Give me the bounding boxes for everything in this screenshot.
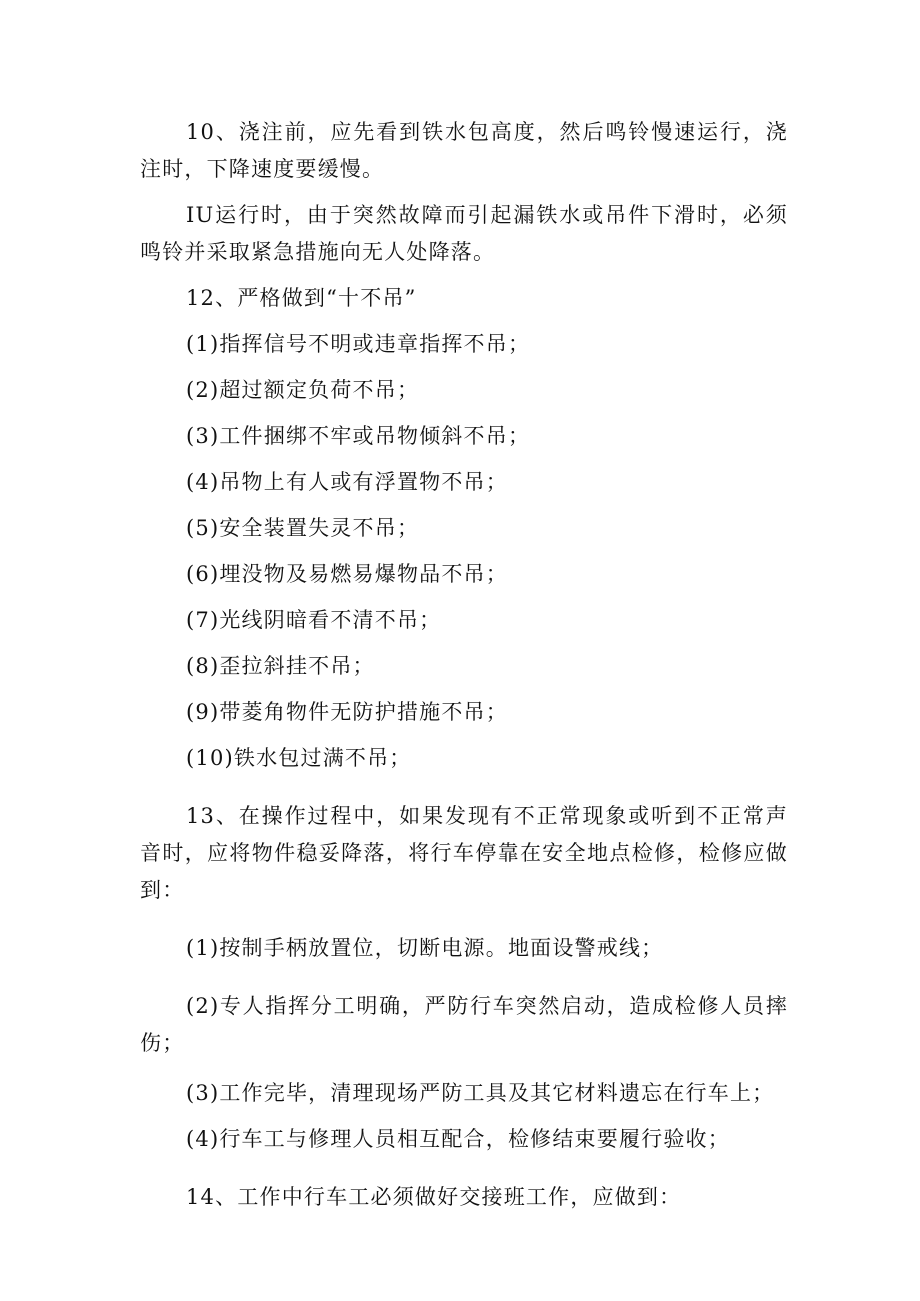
- list-item-ten-no-lift-5: (5)安全装置失灵不吊；: [186, 516, 420, 540]
- document-body: [140, 114, 788, 1216]
- list-item-maintenance-2: (2)专人指挥分工明确，严防行车突然启动，造成检修人员摔伤；: [140, 994, 788, 1055]
- paragraph-rule-12-heading: 12、严格做到“十不吊”: [186, 286, 417, 310]
- list-item-ten-no-lift-4: (4)吊物上有人或有浮置物不吊；: [186, 470, 508, 494]
- list-item-ten-no-lift-2: (2)超过额定负荷不吊；: [186, 378, 420, 402]
- list-item-ten-no-lift-8: (8)歪拉斜挂不吊；: [186, 654, 375, 678]
- list-item-ten-no-lift-1: (1)指挥信号不明或违章指挥不吊；: [186, 332, 531, 356]
- list-item-maintenance-1: (1)按制手柄放置位，切断电源。地面设警戒线；: [186, 936, 664, 960]
- list-item-ten-no-lift-10: (10)铁水包过满不吊；: [186, 746, 412, 770]
- list-item-maintenance-4: (4)行车工与修理人员相互配合，检修结束要履行验收；: [186, 1127, 730, 1151]
- paragraph-rule-11: IU运行时，由于突然故障而引起漏铁水或吊件下滑时，必须鸣铃并采取紧急措施向无人处降落。: [140, 203, 788, 264]
- paragraph-rule-10: 10、浇注前，应先看到铁水包高度，然后鸣铃慢速运行，浇注时，下降速度要缓慢。: [140, 120, 788, 181]
- paragraph-rule-13: 13、在操作过程中，如果发现有不正常现象或听到不正常声音时，应将物件稳妥降落，将行车停靠在安全地点检修，检修应做到：: [140, 804, 788, 902]
- list-item-ten-no-lift-6: (6)埋没物及易燃易爆物品不吊；: [186, 562, 508, 586]
- paragraph-rule-14: 14、工作中行车工必须做好交接班工作，应做到：: [186, 1185, 682, 1209]
- list-item-ten-no-lift-9: (9)带菱角物件无防护措施不吊；: [186, 700, 508, 724]
- list-item-maintenance-3: (3)工作完毕，清理现场严防工具及其它材料遗忘在行车上；: [186, 1081, 775, 1105]
- list-item-ten-no-lift-3: (3)工件捆绑不牢或吊物倾斜不吊；: [186, 424, 531, 448]
- list-item-ten-no-lift-7: (7)光线阴暗看不清不吊；: [186, 608, 442, 632]
